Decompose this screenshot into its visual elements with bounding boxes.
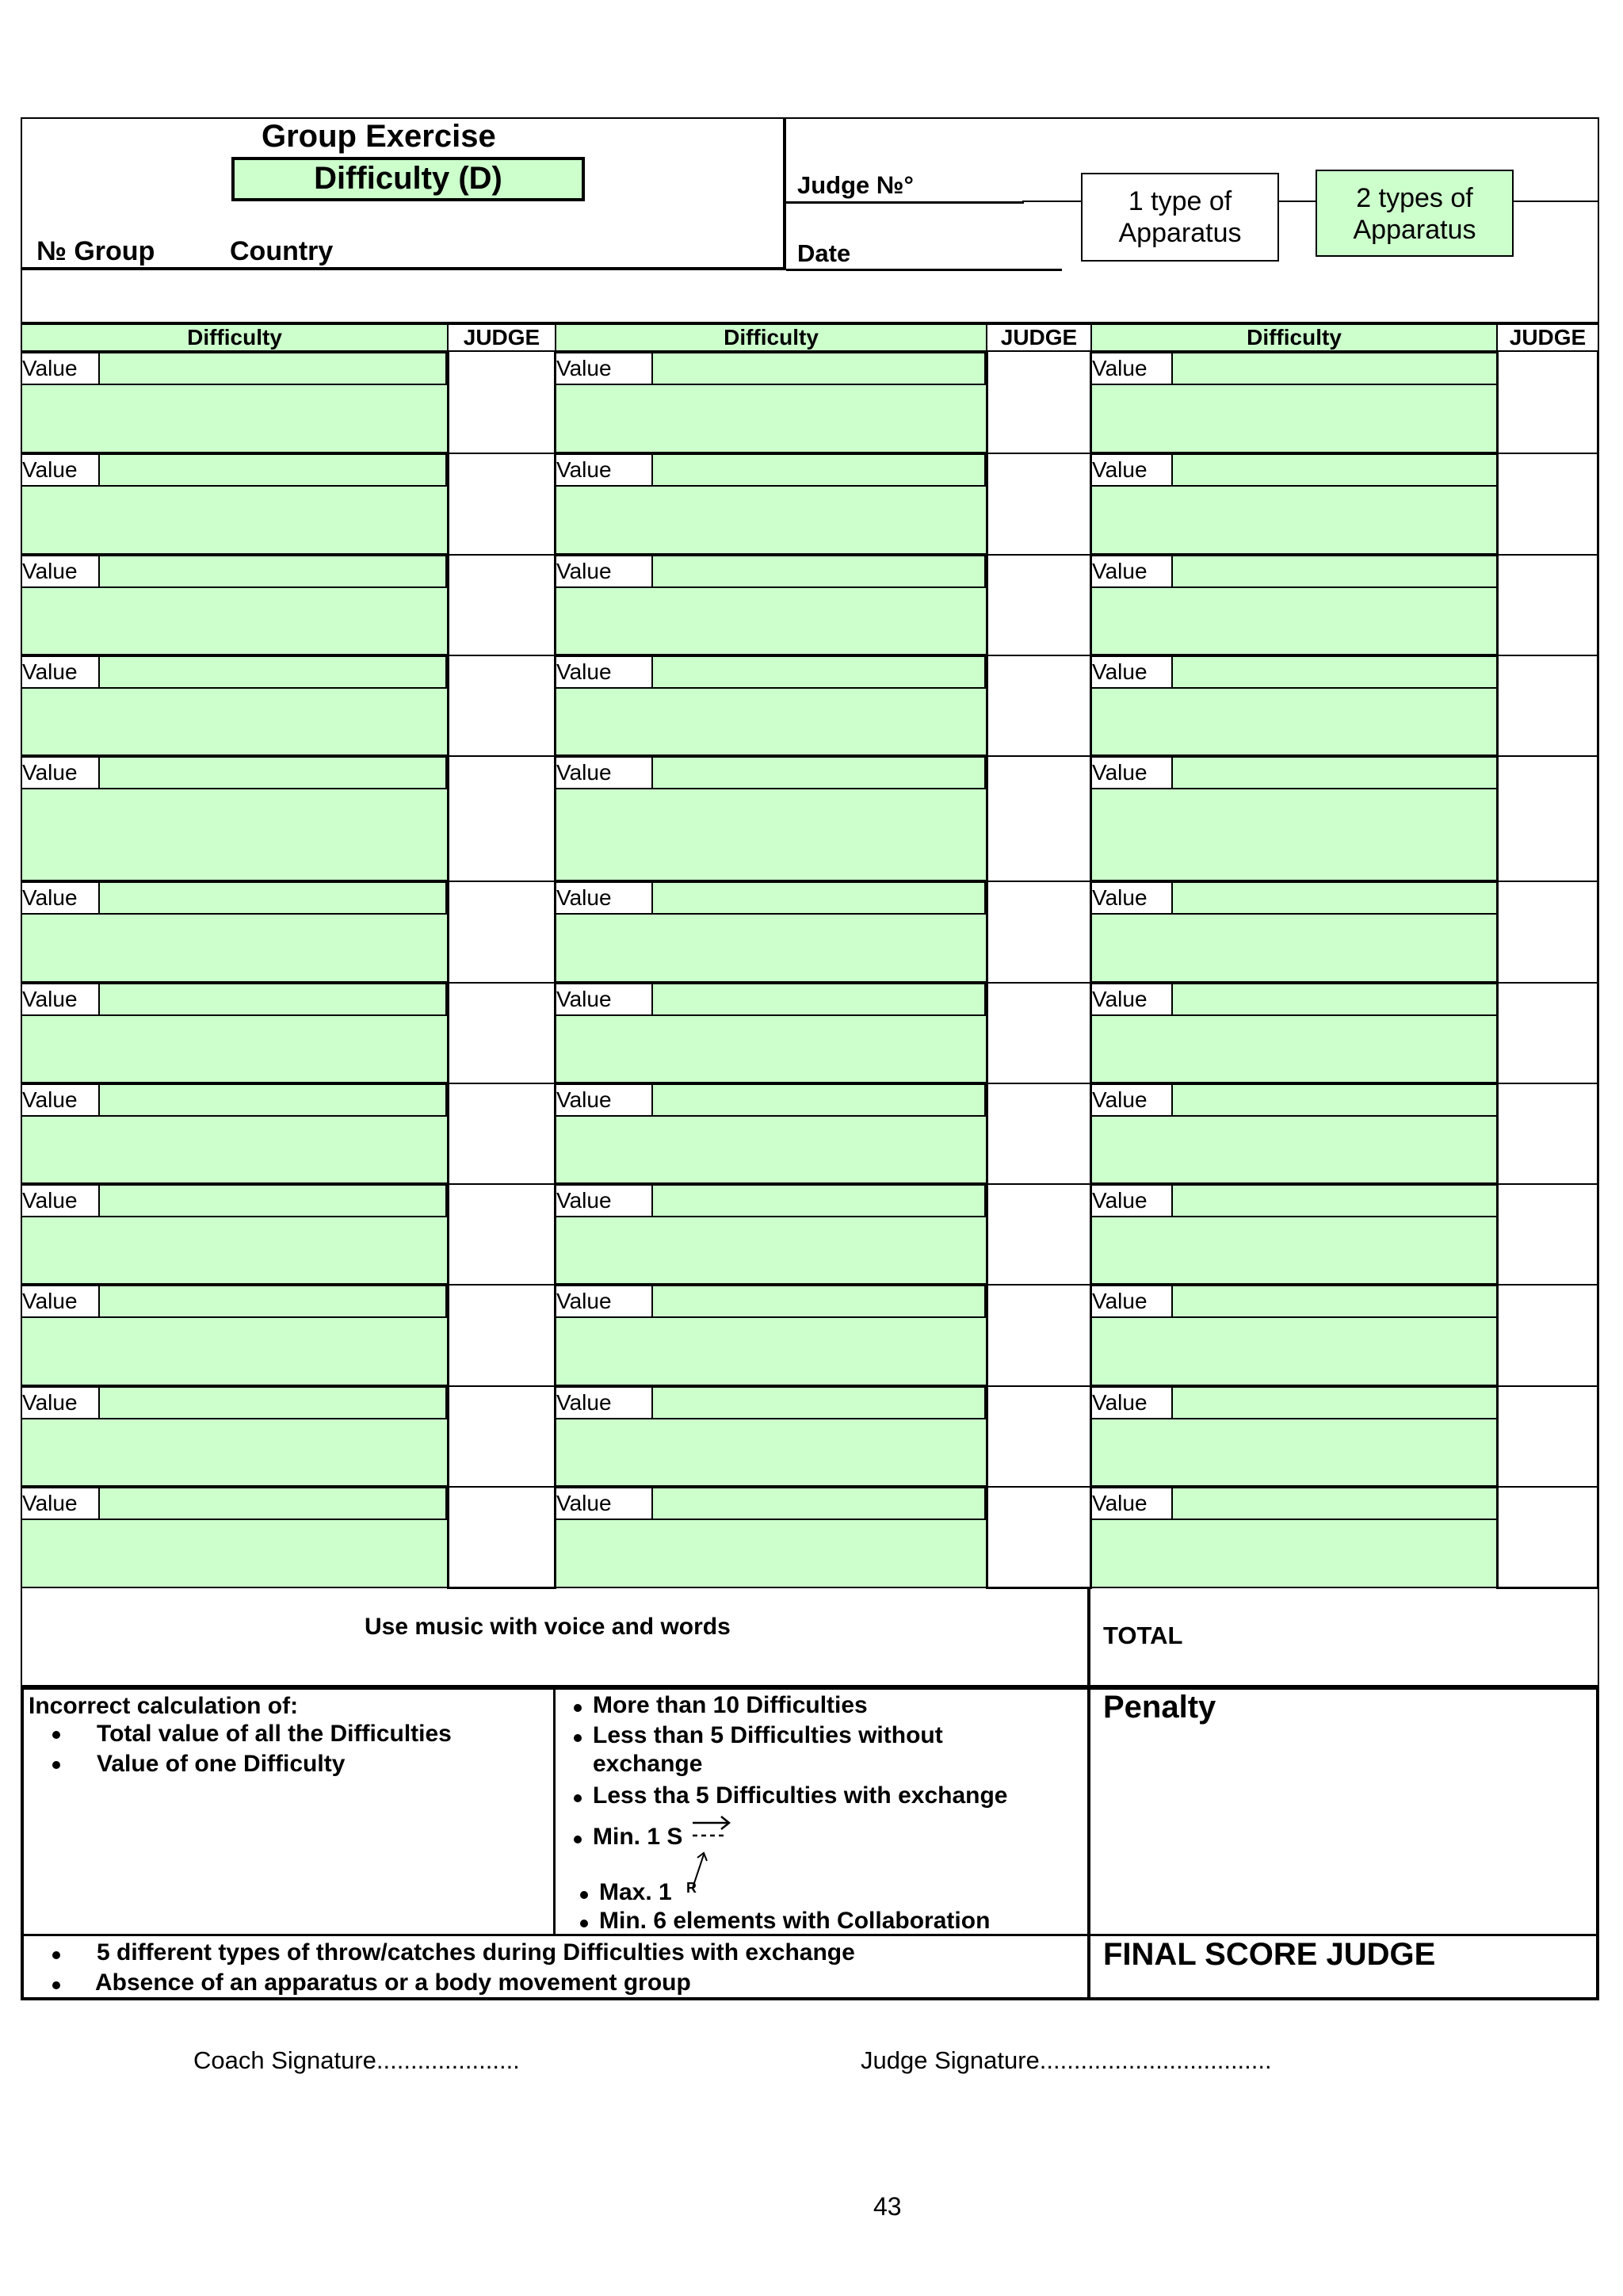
bullet-icon xyxy=(52,1951,60,1959)
judge-score-cell[interactable] xyxy=(449,1285,554,1385)
value-label: Value xyxy=(21,655,100,689)
judge-score-cell[interactable] xyxy=(988,352,1090,452)
value-input[interactable] xyxy=(98,881,447,915)
value-label: Value xyxy=(1090,1487,1173,1520)
penalty-label: Penalty xyxy=(1103,1690,1216,1725)
difficulty-symbol-field[interactable] xyxy=(1090,913,1498,983)
judge-score-cell[interactable] xyxy=(988,1285,1090,1385)
judge-score-cell[interactable] xyxy=(988,1184,1090,1283)
value-input[interactable] xyxy=(651,655,986,689)
difficulty-header-1: Difficulty xyxy=(21,323,449,352)
value-label: Value xyxy=(21,555,100,588)
svg-text:R: R xyxy=(686,1880,697,1894)
judge-header-1: JUDGE xyxy=(447,323,556,352)
value-label: Value xyxy=(21,881,100,915)
judge-score-cell[interactable] xyxy=(1499,983,1597,1082)
apparatus-option-one-type[interactable]: 1 type of Apparatus xyxy=(1081,173,1279,262)
value-label: Value xyxy=(21,352,100,385)
group-country-field-line[interactable] xyxy=(21,267,786,270)
value-label: Value xyxy=(1090,453,1173,487)
judge-score-cell[interactable] xyxy=(449,352,554,452)
judge-score-cell[interactable] xyxy=(449,881,554,981)
difficulty-symbol-field[interactable] xyxy=(21,687,449,756)
value-input[interactable] xyxy=(651,983,986,1016)
apparatus-option-two-types[interactable]: 2 types of Apparatus xyxy=(1316,170,1514,257)
difficulty-symbol-field[interactable] xyxy=(1090,1519,1498,1588)
value-label: Value xyxy=(21,756,100,789)
value-label: Value xyxy=(1090,983,1173,1016)
judge-score-cell[interactable] xyxy=(1499,1184,1597,1283)
difficulty-symbol-field[interactable] xyxy=(1090,1418,1498,1487)
difficulty-symbol-field[interactable] xyxy=(555,384,987,453)
country-label: Country xyxy=(230,236,334,266)
value-input[interactable] xyxy=(651,352,986,385)
difficulty-symbol-field[interactable] xyxy=(555,485,987,555)
judge-score-cell[interactable] xyxy=(1499,1083,1597,1182)
judge-score-cell[interactable] xyxy=(449,1184,554,1283)
bullet-icon xyxy=(580,1891,588,1899)
difficulty-symbol-field[interactable] xyxy=(1090,586,1498,655)
music-rule-text: Use music with voice and words xyxy=(365,1614,731,1640)
bullet-icon xyxy=(574,1794,582,1802)
value-label: Value xyxy=(1090,655,1173,689)
value-input[interactable] xyxy=(651,756,986,789)
value-input[interactable] xyxy=(1171,1285,1498,1318)
value-label: Value xyxy=(555,352,653,385)
penalty-middle-divider xyxy=(553,1687,556,1935)
value-label: Value xyxy=(21,1285,100,1318)
value-label: Value xyxy=(555,453,653,487)
value-label: Value xyxy=(555,1285,653,1318)
rule-item: Max. 1 xyxy=(599,1879,672,1905)
judge-header-3: JUDGE xyxy=(1496,323,1599,352)
judge-score-cell[interactable] xyxy=(988,1386,1090,1485)
incorrect-calculation-heading: Incorrect calculation of: xyxy=(29,1693,299,1719)
value-input[interactable] xyxy=(98,555,447,588)
judge-header-2: JUDGE xyxy=(986,323,1092,352)
value-input[interactable] xyxy=(651,1487,986,1520)
coach-signature-field[interactable]: Coach Signature..................... xyxy=(193,2046,520,2074)
difficulty-symbol-field[interactable] xyxy=(21,788,449,881)
value-input[interactable] xyxy=(1171,453,1498,487)
judge-score-cell[interactable] xyxy=(449,555,554,654)
value-input[interactable] xyxy=(1171,881,1498,915)
difficulty-symbol-field[interactable] xyxy=(21,485,449,555)
judge-score-cell[interactable] xyxy=(1499,555,1597,654)
value-label: Value xyxy=(21,1184,100,1217)
value-label: Value xyxy=(21,983,100,1016)
rule-item: Less tha 5 Difficulties with exchange xyxy=(593,1782,1008,1809)
difficulty-symbol-field[interactable] xyxy=(21,913,449,983)
judge-score-cell[interactable] xyxy=(1499,1285,1597,1385)
rule-item: Min. 1 S xyxy=(593,1824,683,1850)
bullet-icon xyxy=(574,1734,582,1742)
page-number: 43 xyxy=(873,2192,902,2221)
difficulty-symbol-field[interactable] xyxy=(555,1014,987,1083)
value-input[interactable] xyxy=(651,555,986,588)
difficulty-symbol-field[interactable] xyxy=(1090,384,1498,453)
value-label: Value xyxy=(555,1184,653,1217)
difficulty-symbol-field[interactable] xyxy=(555,1316,987,1386)
date-label: Date xyxy=(797,239,851,267)
rule-item: Less than 5 Difficulties without xyxy=(593,1722,943,1748)
judge-score-cell[interactable] xyxy=(449,453,554,553)
judge-number-label: Judge №° xyxy=(797,171,914,199)
value-label: Value xyxy=(555,655,653,689)
difficulty-symbol-field[interactable] xyxy=(555,1115,987,1184)
difficulty-header-2: Difficulty xyxy=(555,323,987,352)
value-input[interactable] xyxy=(98,1083,447,1117)
difficulty-symbol-field[interactable] xyxy=(21,384,449,453)
judge-score-cell[interactable] xyxy=(988,655,1090,755)
difficulty-symbol-field[interactable] xyxy=(555,1418,987,1487)
value-input[interactable] xyxy=(98,1285,447,1318)
judge-score-cell[interactable] xyxy=(1499,655,1597,755)
value-input[interactable] xyxy=(651,453,986,487)
value-input[interactable] xyxy=(1171,1184,1498,1217)
bullet-icon xyxy=(52,1981,60,1989)
difficulty-symbol-field[interactable] xyxy=(21,1316,449,1386)
value-label: Value xyxy=(1090,352,1173,385)
rule-item: More than 10 Difficulties xyxy=(593,1692,868,1718)
difficulty-symbol-field[interactable] xyxy=(1090,485,1498,555)
value-input[interactable] xyxy=(651,1184,986,1217)
judge-score-cell[interactable] xyxy=(449,655,554,755)
value-label: Value xyxy=(21,1487,100,1520)
judge-score-cell[interactable] xyxy=(1499,352,1597,452)
value-label: Value xyxy=(555,756,653,789)
difficulty-symbol-field[interactable] xyxy=(1090,788,1498,881)
judge-score-cell[interactable] xyxy=(988,453,1090,553)
judge-score-cell[interactable] xyxy=(988,1487,1090,1587)
bullet-icon xyxy=(574,1704,582,1712)
difficulty-symbol-field[interactable] xyxy=(21,586,449,655)
value-label: Value xyxy=(555,1083,653,1117)
value-label: Value xyxy=(1090,1083,1173,1117)
form-subtitle: Difficulty (D) xyxy=(231,157,585,201)
difficulty-symbol-field[interactable] xyxy=(555,687,987,756)
difficulty-symbol-field[interactable] xyxy=(555,586,987,655)
difficulty-symbol-field[interactable] xyxy=(1090,1216,1498,1285)
difficulty-symbol-field[interactable] xyxy=(1090,687,1498,756)
value-input[interactable] xyxy=(1171,352,1498,385)
incorrect-item: Total value of all the Difficulties xyxy=(97,1721,452,1747)
judge-score-cell[interactable] xyxy=(1499,881,1597,981)
incorrect-item: Value of one Difficulty xyxy=(97,1751,346,1777)
difficulty-symbol-field[interactable] xyxy=(21,1418,449,1487)
rule-item: exchange xyxy=(593,1751,703,1777)
difficulty-symbol-field[interactable] xyxy=(21,1115,449,1184)
value-label: Value xyxy=(1090,555,1173,588)
value-label: Value xyxy=(555,881,653,915)
difficulty-symbol-field[interactable] xyxy=(1090,1316,1498,1386)
value-label: Value xyxy=(555,1386,653,1419)
group-number-label: № Group xyxy=(36,236,155,266)
judge-score-cell[interactable] xyxy=(988,756,1090,880)
value-label: Value xyxy=(555,555,653,588)
value-input[interactable] xyxy=(98,1386,447,1419)
header-divider xyxy=(783,117,786,269)
difficulty-symbol-field[interactable] xyxy=(555,1216,987,1285)
bullet-icon xyxy=(574,1836,582,1843)
difficulty-symbol-field[interactable] xyxy=(21,1216,449,1285)
value-input[interactable] xyxy=(98,1184,447,1217)
judge-score-cell[interactable] xyxy=(1499,756,1597,880)
value-input[interactable] xyxy=(98,756,447,789)
value-input[interactable] xyxy=(1171,555,1498,588)
footer-rule-item: 5 different types of throw/catches during Difficulties with exchange xyxy=(97,1939,855,1966)
value-input[interactable] xyxy=(98,655,447,689)
judge-score-cell[interactable] xyxy=(988,983,1090,1082)
value-label: Value xyxy=(1090,1386,1173,1419)
value-label: Value xyxy=(1090,1184,1173,1217)
judge-score-cell[interactable] xyxy=(449,756,554,880)
total-label: TOTAL xyxy=(1103,1622,1183,1649)
value-input[interactable] xyxy=(98,453,447,487)
difficulty-symbol-field[interactable] xyxy=(555,913,987,983)
judge-score-cell[interactable] xyxy=(1499,1386,1597,1485)
value-input[interactable] xyxy=(98,352,447,385)
value-input[interactable] xyxy=(1171,1083,1498,1117)
value-label: Value xyxy=(21,1386,100,1419)
difficulty-header-3: Difficulty xyxy=(1090,323,1498,352)
value-label: Value xyxy=(1090,881,1173,915)
footer-rule-item: Absence of an apparatus or a body movement group xyxy=(95,1969,691,1996)
final-score-label: FINAL SCORE JUDGE xyxy=(1103,1937,1436,1972)
difficulty-symbol-field[interactable] xyxy=(555,788,987,881)
date-field-line[interactable] xyxy=(786,269,1062,271)
value-input[interactable] xyxy=(1171,983,1498,1016)
bullet-icon xyxy=(580,1920,588,1927)
value-input[interactable] xyxy=(98,1487,447,1520)
bullet-icon xyxy=(52,1761,60,1769)
rotation-arrow-icon xyxy=(683,1848,715,1894)
value-input[interactable] xyxy=(1171,1386,1498,1419)
value-label: Value xyxy=(1090,1285,1173,1318)
judge-score-cell[interactable] xyxy=(449,1083,554,1182)
judge-score-cell[interactable] xyxy=(988,1083,1090,1182)
bullet-icon xyxy=(52,1731,60,1739)
judge-score-cell[interactable] xyxy=(988,555,1090,654)
value-input[interactable] xyxy=(1171,655,1498,689)
difficulty-symbol-field[interactable] xyxy=(1090,1115,1498,1184)
value-input[interactable] xyxy=(1171,756,1498,789)
value-label: Value xyxy=(21,453,100,487)
value-input[interactable] xyxy=(651,1083,986,1117)
difficulty-symbol-field[interactable] xyxy=(555,1519,987,1588)
judge-signature-field[interactable]: Judge Signature.................................. xyxy=(861,2046,1272,2074)
difficulty-symbol-field[interactable] xyxy=(21,1519,449,1588)
judge-number-field-line[interactable] xyxy=(786,201,1024,204)
value-input[interactable] xyxy=(1171,1487,1498,1520)
value-label: Value xyxy=(555,983,653,1016)
value-input[interactable] xyxy=(651,881,986,915)
judge-score-cell[interactable] xyxy=(1499,1487,1597,1587)
judge-score-cell[interactable] xyxy=(449,983,554,1082)
judge-score-cell[interactable] xyxy=(449,1386,554,1485)
difficulty-symbol-field[interactable] xyxy=(1090,1014,1498,1083)
rule-item: Min. 6 elements with Collaboration xyxy=(599,1908,991,1934)
form-title: Group Exercise xyxy=(262,119,496,154)
value-label: Value xyxy=(1090,756,1173,789)
value-input[interactable] xyxy=(651,1285,986,1318)
difficulty-symbol-field[interactable] xyxy=(21,1014,449,1083)
value-label: Value xyxy=(21,1083,100,1117)
value-label: Value xyxy=(555,1487,653,1520)
value-input[interactable] xyxy=(651,1386,986,1419)
value-input[interactable] xyxy=(98,983,447,1016)
arrow-right-icon xyxy=(689,1812,734,1843)
judge-score-cell[interactable] xyxy=(1499,453,1597,553)
judge-score-cell[interactable] xyxy=(449,1487,554,1587)
judge-score-cell[interactable] xyxy=(988,881,1090,981)
